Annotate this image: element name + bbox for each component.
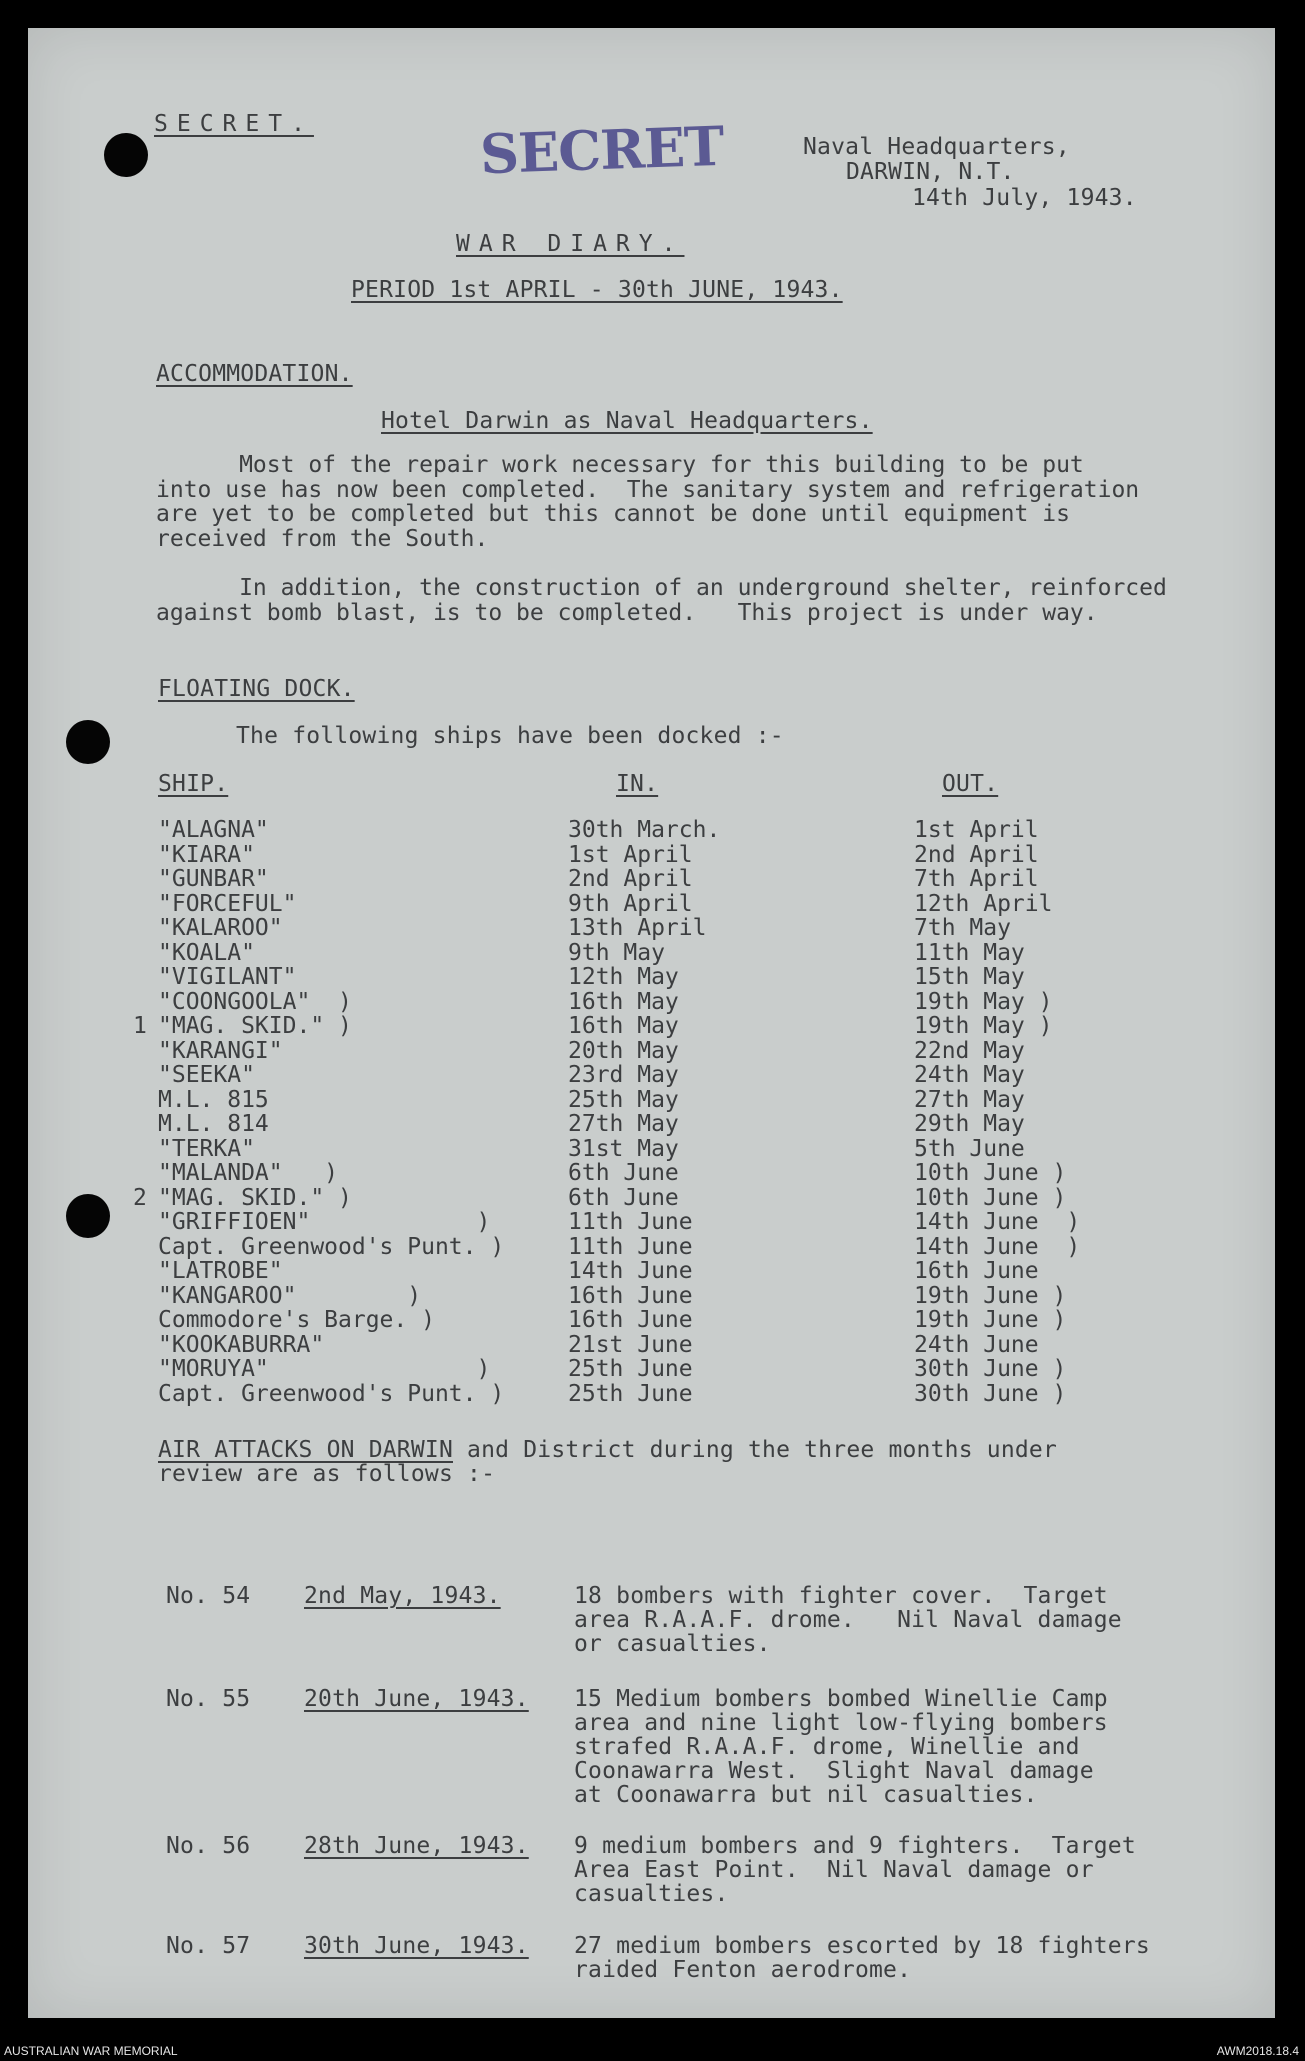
row-marker-number: 1 xyxy=(133,1013,147,1039)
document-title: WAR DIARY. xyxy=(456,231,685,257)
cell-out: 15th May xyxy=(914,964,1025,990)
cell-in: 31st May xyxy=(568,1135,679,1162)
address-line-3: 14th July, 1943. xyxy=(912,185,1137,211)
attack-description-line: Area East Point. Nil Naval damage or xyxy=(574,1857,1094,1883)
attack-number: No. 54 xyxy=(166,1583,251,1609)
attack-description-line: 18 bombers with fighter cover. Target xyxy=(574,1583,1108,1609)
cell-out: 1st April xyxy=(914,817,1039,843)
table-row xyxy=(28,1357,1275,1381)
cell-in: 2nd April xyxy=(568,866,693,892)
attack-description-line: area R.A.A.F. drome. Nil Naval damage xyxy=(574,1607,1122,1633)
punch-hole-middle xyxy=(66,720,110,764)
footer-right: AWM2018.18.4 xyxy=(1216,2044,1299,2058)
cell-out: 19th June ) xyxy=(914,1307,1067,1333)
table-row xyxy=(28,1063,1275,1087)
cell-ship: "GRIFFIOEN" ) xyxy=(158,1209,491,1235)
cell-out: 27th May xyxy=(914,1086,1025,1113)
cell-ship: "LATROBE" xyxy=(158,1258,283,1284)
cell-ship: "MORUYA" ) xyxy=(158,1356,491,1382)
cell-ship: "KANGAROO" ) xyxy=(158,1282,422,1309)
table-row xyxy=(28,965,1275,989)
row-marker-number: 2 xyxy=(133,1184,147,1211)
cell-ship: "KALAROO" xyxy=(158,915,283,941)
para-line: received from the South. xyxy=(156,526,489,552)
column-header-out: OUT. xyxy=(942,771,999,797)
cell-in: 1st April xyxy=(568,841,693,868)
docking-table xyxy=(28,818,1275,1418)
cell-ship: Capt. Greenwood's Punt. ) xyxy=(158,1380,505,1407)
table-row xyxy=(28,818,1275,842)
cell-in: 12th May xyxy=(568,964,679,990)
attack-date: 30th June, 1943. xyxy=(304,1933,529,1959)
cell-in: 20th May xyxy=(568,1037,679,1064)
attack-description-line: strafed R.A.A.F. drome, Winellie and xyxy=(574,1734,1080,1760)
cell-in: 16th June xyxy=(568,1307,693,1333)
cell-ship: "COONGOOLA" ) xyxy=(158,988,352,1015)
cell-ship: "GUNBAR" xyxy=(158,866,269,892)
document-page xyxy=(28,28,1275,2018)
attack-date: 28th June, 1943. xyxy=(304,1833,529,1859)
air-attacks-heading-underlined: AIR ATTACKS ON DARWIN xyxy=(158,1437,453,1463)
cell-out: 19th May ) xyxy=(914,988,1053,1015)
cell-in: 11th June xyxy=(568,1233,693,1260)
cell-out: 11th May xyxy=(914,939,1025,966)
cell-ship: "MALANDA" ) xyxy=(158,1160,339,1186)
cell-in: 30th March. xyxy=(568,817,721,843)
para-line: In addition, the construction of an underground shelter, reinforced xyxy=(156,575,1167,601)
para-line: into use has now been completed. The sanitary system and refrigeration xyxy=(156,477,1140,503)
cell-out: 5th June xyxy=(914,1135,1025,1162)
cell-ship: M.L. 814 xyxy=(158,1111,269,1137)
cell-in: 13th April xyxy=(568,915,707,941)
cell-out: 29th May xyxy=(914,1111,1025,1137)
attack-description-line: 15 Medium bombers bombed Winellie Camp xyxy=(574,1686,1108,1712)
cell-ship: "SEEKA" xyxy=(158,1062,255,1088)
table-row xyxy=(28,1112,1275,1136)
attack-description-line: Coonawarra West. Slight Naval damage xyxy=(574,1758,1094,1784)
attack-number: No. 57 xyxy=(166,1933,251,1959)
cell-out: 14th June ) xyxy=(914,1209,1081,1235)
cell-ship: "KIARA" xyxy=(158,841,255,868)
cell-out: 14th June ) xyxy=(914,1233,1081,1260)
cell-ship: "KOOKABURRA" xyxy=(158,1331,325,1358)
cell-out: 19th June ) xyxy=(914,1282,1067,1309)
cell-ship: "ALAGNA" xyxy=(158,817,269,843)
cell-out: 2nd April xyxy=(914,841,1039,868)
cell-in: 23rd May xyxy=(568,1062,679,1088)
cell-out: 30th June ) xyxy=(914,1380,1067,1407)
cell-out: 19th May ) xyxy=(914,1013,1053,1039)
table-row xyxy=(28,1259,1275,1283)
cell-out: 16th June xyxy=(914,1258,1039,1284)
cell-ship: Capt. Greenwood's Punt. ) xyxy=(158,1233,505,1260)
table-row xyxy=(28,1284,1275,1308)
attack-description-line: 27 medium bombers escorted by 18 fighters xyxy=(574,1933,1150,1959)
cell-ship: "KARANGI" xyxy=(158,1037,283,1064)
secret-stamp: SECRET xyxy=(478,113,725,187)
period: PERIOD 1st APRIL - 30th JUNE, 1943. xyxy=(351,277,843,303)
cell-ship: M.L. 815 xyxy=(158,1086,269,1113)
cell-in: 11th June xyxy=(568,1209,693,1235)
cell-out: 7th May xyxy=(914,915,1011,941)
table-row xyxy=(28,843,1275,867)
para-line: Most of the repair work necessary for this building to be put xyxy=(156,452,1084,478)
floating-dock-heading: FLOATING DOCK. xyxy=(158,676,355,702)
cell-in: 16th June xyxy=(568,1282,693,1309)
table-row xyxy=(28,1039,1275,1063)
air-attacks-heading-line-1 xyxy=(158,1438,1057,1462)
attack-description-line: 9 medium bombers and 9 fighters. Target xyxy=(574,1833,1136,1859)
air-attacks-heading-rest: and District during the three months under xyxy=(453,1437,1058,1463)
attack-description-line: at Coonawarra but nil casualties. xyxy=(574,1782,1038,1808)
attack-description-line: or casualties. xyxy=(574,1631,771,1657)
para-line: against bomb blast, is to be completed. This project is under way. xyxy=(156,600,1098,626)
address-line-2: DARWIN, N.T. xyxy=(846,159,1015,185)
cell-out: 30th June ) xyxy=(914,1356,1067,1382)
table-row xyxy=(28,1308,1275,1332)
cell-in: 16th May xyxy=(568,988,679,1015)
column-header-in: IN. xyxy=(616,771,659,797)
para-line: are yet to be completed but this cannot be done until equipment is xyxy=(156,501,1070,527)
cell-ship: "FORCEFUL" xyxy=(158,890,297,917)
table-row xyxy=(28,990,1275,1014)
cell-out: 24th June xyxy=(914,1331,1039,1358)
cell-in: 21st June xyxy=(568,1331,693,1358)
cell-ship: Commodore's Barge. ) xyxy=(158,1307,435,1333)
air-attacks-heading-line-2: review are as follows :- xyxy=(158,1461,496,1487)
cell-in: 9th April xyxy=(568,890,693,917)
attack-number: No. 56 xyxy=(166,1833,251,1859)
secret-typed: SECRET. xyxy=(154,111,314,137)
punch-hole-top xyxy=(104,133,148,177)
cell-in: 27th May xyxy=(568,1111,679,1137)
footer-left: AUSTRALIAN WAR MEMORIAL xyxy=(4,2044,178,2058)
attack-date: 2nd May, 1943. xyxy=(304,1583,501,1609)
table-row xyxy=(28,1161,1275,1185)
cell-ship: "VIGILANT" xyxy=(158,964,297,990)
attack-description-line: casualties. xyxy=(574,1881,729,1907)
attack-number: No. 55 xyxy=(166,1686,251,1712)
table-row xyxy=(28,1210,1275,1234)
table-row xyxy=(28,1235,1275,1259)
table-row xyxy=(28,916,1275,940)
column-header-ship: SHIP. xyxy=(158,771,229,797)
cell-ship: "MAG. SKID." ) xyxy=(158,1013,352,1039)
cell-in: 16th May xyxy=(568,1013,679,1039)
attack-date: 20th June, 1943. xyxy=(304,1686,529,1712)
attack-description-line: raided Fenton aerodrome. xyxy=(574,1957,912,1983)
attack-description-line: area and nine light low-flying bombers xyxy=(574,1710,1108,1736)
cell-out: 24th May xyxy=(914,1062,1025,1088)
accommodation-heading: ACCOMMODATION. xyxy=(156,361,353,387)
table-row xyxy=(28,1137,1275,1161)
table-row xyxy=(28,1014,1275,1038)
cell-in: 25th May xyxy=(568,1086,679,1113)
table-row xyxy=(28,867,1275,891)
address-line-1: Naval Headquarters, xyxy=(803,134,1070,160)
footer xyxy=(0,2040,1305,2061)
cell-ship: "KOALA" xyxy=(158,939,255,966)
accommodation-subheading: Hotel Darwin as Naval Headquarters. xyxy=(381,408,873,434)
cell-in: 6th June xyxy=(568,1184,679,1211)
cell-ship: "MAG. SKID." ) xyxy=(158,1184,352,1211)
cell-out: 22nd May xyxy=(914,1037,1025,1064)
cell-out: 7th April xyxy=(914,866,1039,892)
table-row xyxy=(28,1333,1275,1357)
cell-in: 25th June xyxy=(568,1380,693,1407)
cell-in: 14th June xyxy=(568,1258,693,1284)
cell-ship: "TERKA" xyxy=(158,1135,255,1162)
cell-in: 25th June xyxy=(568,1356,693,1382)
cell-out: 10th June ) xyxy=(914,1184,1067,1211)
table-row xyxy=(28,1186,1275,1210)
table-row xyxy=(28,892,1275,916)
floating-dock-intro: The following ships have been docked :- xyxy=(236,723,784,749)
table-row xyxy=(28,1382,1275,1406)
cell-out: 12th April xyxy=(914,890,1053,917)
cell-in: 9th May xyxy=(568,939,665,966)
cell-in: 6th June xyxy=(568,1160,679,1186)
table-row xyxy=(28,1088,1275,1112)
cell-out: 10th June ) xyxy=(914,1160,1067,1186)
table-row xyxy=(28,941,1275,965)
